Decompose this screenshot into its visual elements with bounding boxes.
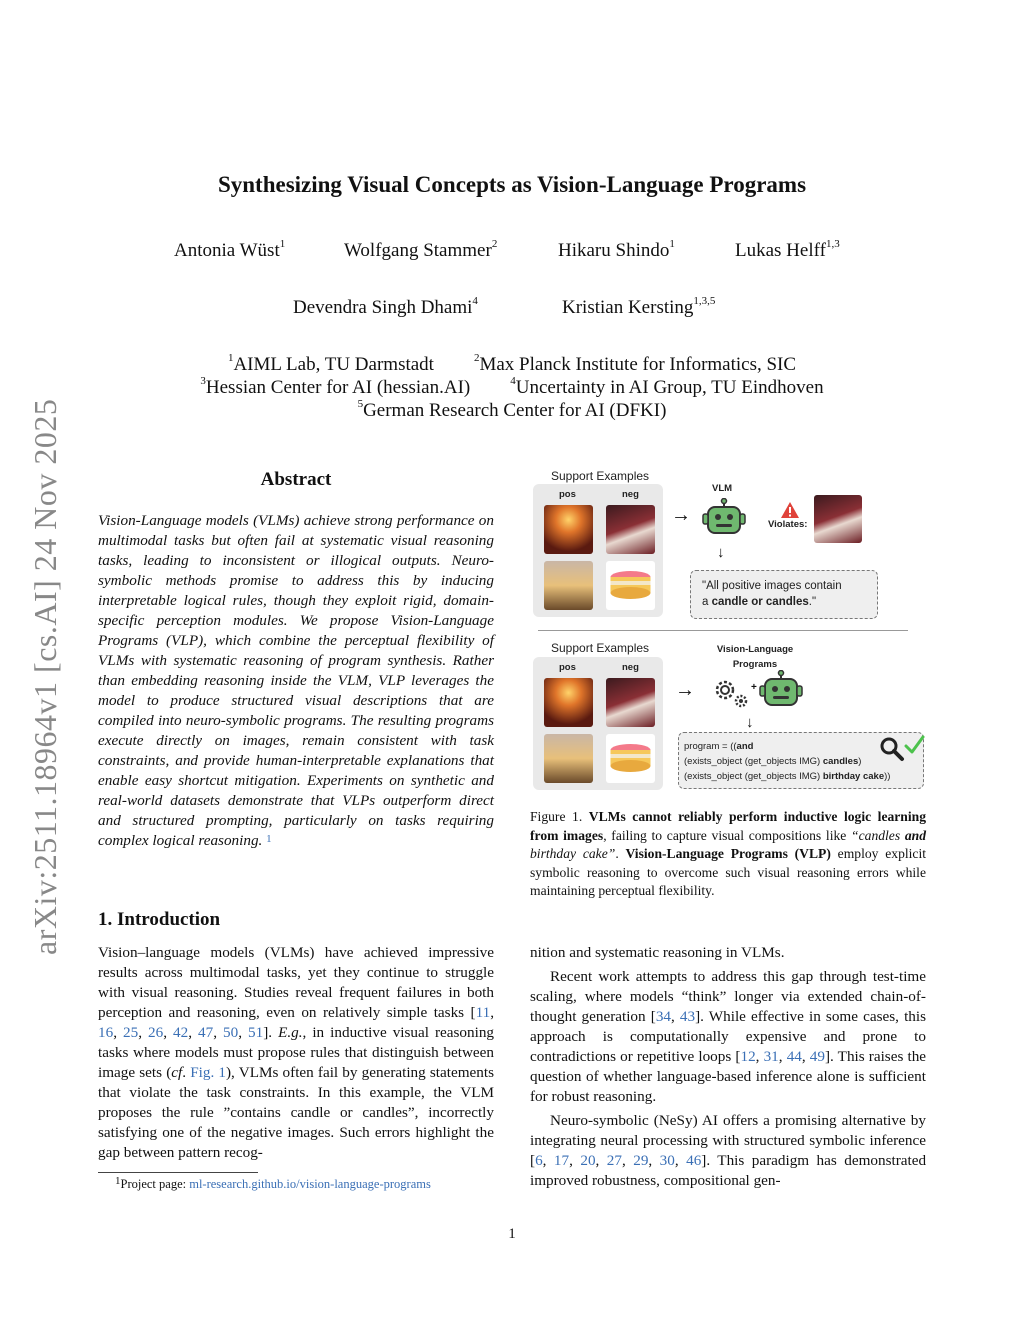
footnote: $^1$Project page: ml-research.github.io/vision-language-programs — [115, 1175, 431, 1191]
vlm-label: VLM — [712, 483, 733, 494]
intro-paragraph-2: Recent work attempts to address this gap through test-time scaling, where models “think” longer via extended chain-of-thought generation [34, 43]. While effective in some cases, this approach is computationally expensive and prone to contradictions or repetitive loops [12, 31, 44, 49]. This raises the question of whether language-based inference alone is sufficient for robust reasoning. — [530, 968, 927, 1105]
section-heading-introduction: 1. Introduction — [98, 909, 221, 930]
neg-label: neg — [622, 489, 639, 500]
vlm-rule-text: "All positive images contain a candle or candles." — [702, 580, 842, 608]
cake-drawing-2 — [606, 734, 655, 783]
footnote-rule — [98, 1172, 258, 1173]
citation[interactable]: 6 — [535, 1152, 543, 1169]
arrow-down-icon: ↓ — [717, 544, 725, 561]
arrow-down-icon: ↓ — [746, 714, 754, 731]
cake-drawing — [606, 561, 655, 610]
citation[interactable]: 16 — [98, 1024, 114, 1041]
abstract-text: Vision-Language models (VLMs) achieve strong performance on multimodal tasks but often fail at systematic visual reasoning tasks, leading to inconsistent or illogical outputs. Neuro-symbolic methods promise to address this by inducing interpretable logical rules, though they exploit rigid, domain-specific perception modules. We propose Vision-Language Programs (VLP), which combine the perceptual flexibility of VLMs with systematic reasoning of program synthesis. Rather than embedding reasoning inside the VLM, VLP leverages the model to produce structured visual descriptions that are compiled into neuro-symbolic programs. The resulting programs execute directly on images, remain consistent with task constraints, and provide human-interpretable explanations that enable easy shortcut mitigation. Experiments on synthetic and real-world datasets demonstrate that VLPs outperform direct and structured prompting, particularly on tasks requiring complex logical reasoning. $^1$ — [98, 512, 494, 849]
affiliations-line-3: $^5$German Research Center for AI (DFKI) — [357, 398, 667, 421]
citation[interactable]: 49 — [809, 1048, 825, 1065]
figure-reference[interactable]: Fig. 1 — [190, 1064, 226, 1081]
image-pos-birthday-cake-2 — [544, 734, 593, 783]
citation[interactable]: 42 — [173, 1024, 189, 1041]
citation[interactable]: 27 — [606, 1152, 622, 1169]
intro-paragraph-3: Neuro-symbolic (NeSy) AI offers a promising alternative by integrating neural processing with structured symbolic inference [6, 17, 20, 27, 29, 30, 46]. This paradigm has demonstrated improved robustness, compositional gen- — [530, 1112, 927, 1189]
citation[interactable]: 43 — [679, 1008, 696, 1025]
author-1: Antonia Wüst$^1$ — [174, 238, 286, 261]
image-pos-candles-2 — [544, 678, 593, 727]
project-page-link[interactable]: ml-research.github.io/vision-language-programs — [189, 1177, 431, 1191]
page-number: 1 — [508, 1226, 516, 1242]
neg-label-2: neg — [622, 662, 639, 673]
figure-1-caption: Figure 1. VLMs cannot reliably perform inductive logic learning from images, failing to capture visual compositions like “candles and birthday cake”. Vision-Language Programs (VLP) employ explicit symbolic reasoning to overcome such visual reasoning errors while maintaining perceptual flexibility. — [530, 809, 927, 898]
figure-1 — [530, 464, 930, 799]
author-6: Kristian Kersting$^{1,3,5}$ — [562, 295, 716, 318]
citation[interactable]: 51 — [248, 1024, 264, 1041]
vlp-label: Vision-Language Programs — [716, 644, 794, 670]
violates-label: Violates: — [768, 519, 808, 530]
citation[interactable]: 46 — [686, 1152, 702, 1169]
image-neg-table-2 — [606, 678, 655, 727]
citation[interactable]: 20 — [580, 1152, 596, 1169]
robot-icon — [702, 498, 746, 542]
citation[interactable]: 50 — [223, 1024, 239, 1041]
affiliations-line-1: $^1$AIML Lab, TU Darmstadt $^2$Max Planck Institute for Informatics, SIC — [227, 352, 797, 375]
abstract-heading: Abstract — [260, 469, 332, 490]
affiliations-line-2: $^3$Hessian Center for AI (hessian.AI) $^4$Uncertainty in AI Group, TU Eindhoven — [200, 375, 824, 398]
intro-right-column — [530, 943, 926, 1195]
citation[interactable]: 44 — [786, 1048, 802, 1065]
image-neg-table — [606, 505, 655, 554]
arrow-right-icon: → — [671, 504, 691, 526]
figure-separator — [538, 630, 908, 631]
citation[interactable]: 31 — [763, 1048, 779, 1065]
arrow-right-icon: → — [675, 679, 695, 701]
gears-icon — [711, 677, 751, 709]
citation[interactable]: 29 — [633, 1152, 649, 1169]
citation[interactable]: 47 — [198, 1024, 214, 1041]
arxiv-identifier: arXiv:2511.18964v1 [cs.AI] 24 Nov 2025 — [27, 398, 63, 955]
image-pos-birthday-cake — [544, 561, 593, 610]
intro-paragraph-1-cont: nition and systematic reasoning in VLMs. — [530, 944, 785, 961]
pos-label: pos — [559, 489, 576, 500]
author-3: Hikaru Shindo$^1$ — [558, 238, 675, 261]
footnote-marker[interactable]: 1 — [266, 833, 272, 845]
citation[interactable]: 26 — [148, 1024, 164, 1041]
author-2: Wolfgang Stammer$^2$ — [344, 238, 498, 261]
citation[interactable]: 12 — [740, 1048, 756, 1065]
intro-paragraph-1: Vision–language models (VLMs) have achieved impressive results across multimodal tasks, yet they continue to struggle with visual reasoning. Studies reveal frequent failures in both perception and reasoning, even on relatively simple tasks [11, 16, 25, 26, 42, 47, 50, 51]. E.g., in inductive visual reasoning tasks where models must propose rules that distinguish between image sets (cf. Fig. 1), VLMs often fail by generating statements that violate the task constraints. In this example, the VLM proposes the rule ”contains candle or candles”, incorrectly satisfying one of the negative images. Such errors highlight the gap between pattern recog- — [98, 944, 495, 1161]
image-neg-cake — [606, 561, 655, 610]
citation[interactable]: 30 — [659, 1152, 675, 1169]
image-neg-cake-2 — [606, 734, 655, 783]
magnifier-icon — [879, 736, 905, 762]
citation[interactable]: 11 — [475, 1004, 491, 1021]
citation[interactable]: 25 — [123, 1024, 139, 1041]
program-text: program = ((and (exists_object (get_objects IMG) candles) (exists_object (get_objects IMG) birthday cake)) — [684, 741, 891, 782]
author-5: Devendra Singh Dhami$^4$ — [293, 295, 478, 318]
pos-label-2: pos — [559, 662, 576, 673]
check-icon — [903, 734, 925, 756]
support-examples-label: Support Examples — [551, 469, 650, 483]
robot-icon — [759, 670, 803, 714]
citation[interactable]: 34 — [655, 1008, 671, 1025]
support-examples-label-2: Support Examples — [551, 641, 650, 655]
plus-icon: + — [751, 682, 757, 693]
author-4: Lukas Helff$^{1,3}$ — [735, 238, 840, 261]
citation[interactable]: 17 — [553, 1152, 570, 1169]
paper-title: Synthesizing Visual Concepts as Vision-Language Programs — [217, 172, 807, 197]
warning-icon — [780, 501, 800, 519]
image-violating-example — [814, 495, 862, 543]
image-pos-candles — [544, 505, 593, 554]
